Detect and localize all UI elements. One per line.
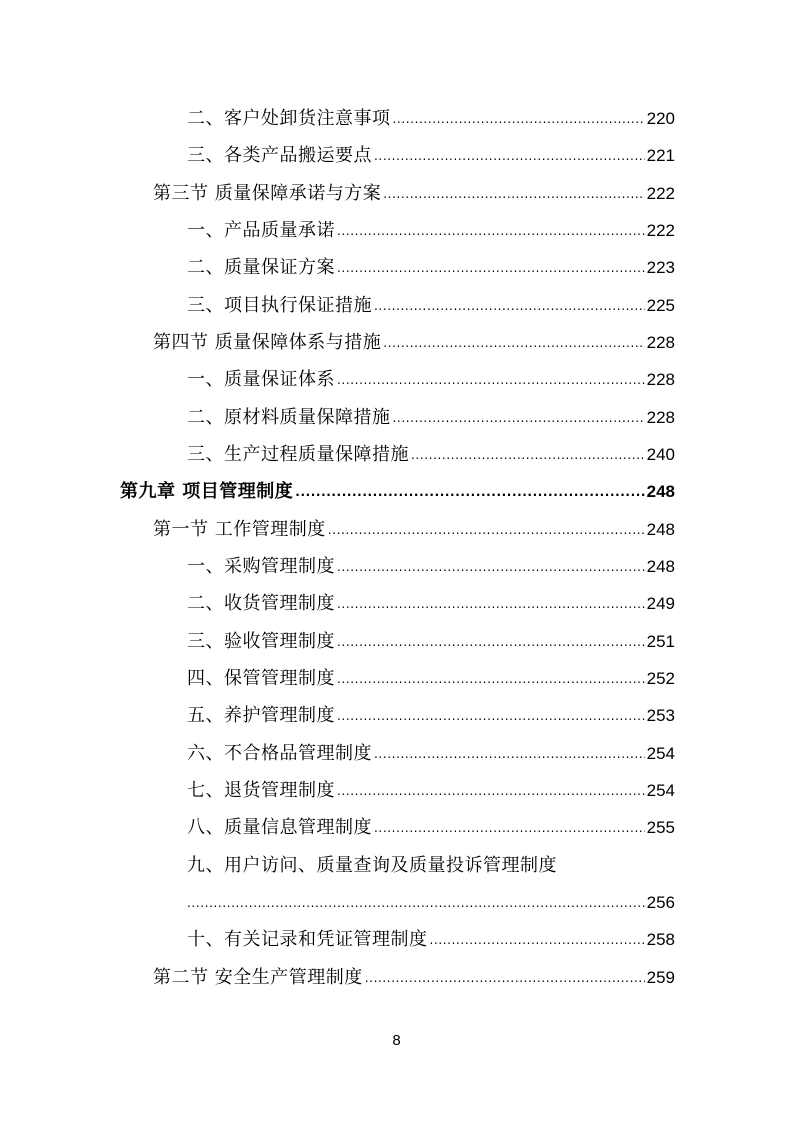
toc-entry-page: 222 bbox=[646, 221, 675, 240]
dot-leader bbox=[295, 478, 644, 506]
toc-entry-title: 一、质量保证体系 bbox=[187, 369, 335, 390]
toc-entry[interactable] bbox=[187, 777, 675, 805]
toc-entry-title: 十、有关记录和凭证管理制度 bbox=[187, 929, 428, 950]
toc-entry-page: 240 bbox=[646, 445, 675, 464]
toc-entry-continuation[interactable] bbox=[187, 889, 675, 917]
toc-entry[interactable] bbox=[153, 329, 675, 357]
toc-entry[interactable] bbox=[187, 740, 675, 768]
toc-entry-page: 225 bbox=[646, 296, 675, 315]
toc-entry-title: 第一节 工作管理制度 bbox=[153, 519, 326, 540]
toc-entry-title: 二、质量保证方案 bbox=[187, 257, 335, 278]
toc-entry-title: 一、产品质量承诺 bbox=[187, 220, 335, 241]
dot-leader bbox=[374, 292, 645, 320]
toc-entry-title-wrapped[interactable]: 九、用户访问、质量查询及质量投诉管理制度 bbox=[187, 855, 557, 876]
dot-leader bbox=[383, 180, 644, 208]
toc-entry-title: 三、项目执行保证措施 bbox=[187, 295, 372, 316]
toc-entry[interactable] bbox=[187, 926, 675, 954]
toc-entry[interactable] bbox=[153, 180, 675, 208]
toc-entry-page: 254 bbox=[646, 781, 675, 800]
toc-entry-title: 三、各类产品搬运要点 bbox=[187, 145, 372, 166]
toc-entry-page: 248 bbox=[646, 482, 675, 501]
toc-entry[interactable] bbox=[187, 105, 675, 133]
dot-leader bbox=[383, 329, 644, 357]
toc-entry-page: 248 bbox=[646, 557, 675, 576]
dot-leader bbox=[337, 777, 645, 805]
dot-leader bbox=[187, 889, 645, 917]
dot-leader bbox=[337, 665, 645, 693]
toc-entry-title: 第九章 项目管理制度 bbox=[120, 481, 294, 502]
toc-entry-title: 第三节 质量保障承诺与方案 bbox=[153, 183, 382, 204]
toc-entry[interactable] bbox=[187, 553, 675, 581]
toc-entry-title: 三、验收管理制度 bbox=[187, 631, 335, 652]
dot-leader bbox=[374, 814, 645, 842]
toc-entry-page: 253 bbox=[646, 706, 675, 725]
toc-entry[interactable] bbox=[187, 254, 675, 282]
toc-entry-page: 248 bbox=[646, 520, 675, 539]
toc-entry-title: 二、收货管理制度 bbox=[187, 593, 335, 614]
toc-entry-page: 258 bbox=[646, 930, 675, 949]
toc-entry-page: 220 bbox=[646, 109, 675, 128]
toc-entry-page: 255 bbox=[646, 818, 675, 837]
toc-entry-page: 221 bbox=[646, 146, 675, 165]
toc-entry-title: 二、原材料质量保障措施 bbox=[187, 407, 391, 428]
toc-entry-title: 三、生产过程质量保障措施 bbox=[187, 444, 409, 465]
toc-entry-title: 五、养护管理制度 bbox=[187, 705, 335, 726]
dot-leader bbox=[337, 553, 645, 581]
dot-leader bbox=[337, 254, 645, 282]
dot-leader bbox=[337, 590, 645, 618]
toc-chapter-entry[interactable] bbox=[120, 478, 675, 506]
toc-entry-page: 254 bbox=[646, 744, 675, 763]
toc-entry[interactable] bbox=[187, 590, 675, 618]
toc-entry-page: 228 bbox=[646, 408, 675, 427]
dot-leader bbox=[374, 740, 645, 768]
toc-entry[interactable] bbox=[187, 814, 675, 842]
toc-entry-page: 228 bbox=[646, 333, 675, 352]
toc-entry-title: 第四节 质量保障体系与措施 bbox=[153, 332, 382, 353]
dot-leader bbox=[337, 366, 645, 394]
toc-entry-title: 七、退货管理制度 bbox=[187, 780, 335, 801]
toc-entry[interactable] bbox=[187, 665, 675, 693]
toc-entry-page: 223 bbox=[646, 258, 675, 277]
toc-entry-page: 228 bbox=[646, 370, 675, 389]
toc-entry[interactable] bbox=[153, 516, 675, 544]
toc-entry-page: 252 bbox=[646, 669, 675, 688]
toc-entry-page: 222 bbox=[646, 184, 675, 203]
toc-entry-page: 251 bbox=[646, 632, 675, 651]
toc-entry-title: 二、客户处卸货注意事项 bbox=[187, 108, 391, 129]
toc-entry-page: 259 bbox=[646, 968, 675, 987]
dot-leader bbox=[337, 702, 645, 730]
toc-entry[interactable] bbox=[187, 292, 675, 320]
toc-entry[interactable] bbox=[187, 441, 675, 469]
dot-leader bbox=[411, 441, 645, 469]
toc-entry-page: 249 bbox=[646, 594, 675, 613]
toc-entry[interactable] bbox=[187, 702, 675, 730]
dot-leader bbox=[374, 142, 645, 170]
dot-leader bbox=[430, 926, 645, 954]
toc-entry-title: 一、采购管理制度 bbox=[187, 556, 335, 577]
page-number: 8 bbox=[392, 1032, 401, 1049]
toc-entry-title: 六、不合格品管理制度 bbox=[187, 743, 372, 764]
toc-entry[interactable] bbox=[187, 217, 675, 245]
toc-entry[interactable] bbox=[187, 366, 675, 394]
dot-leader bbox=[337, 628, 645, 656]
dot-leader bbox=[337, 217, 645, 245]
toc-entry[interactable] bbox=[187, 142, 675, 170]
dot-leader bbox=[365, 964, 645, 992]
dot-leader bbox=[328, 516, 645, 544]
dot-leader bbox=[393, 105, 645, 133]
toc-entry[interactable] bbox=[153, 964, 675, 992]
toc-entry-title: 八、质量信息管理制度 bbox=[187, 817, 372, 838]
dot-leader bbox=[393, 404, 645, 432]
toc-entry[interactable] bbox=[187, 628, 675, 656]
toc-entry[interactable] bbox=[187, 404, 675, 432]
toc-entry-title: 第二节 安全生产管理制度 bbox=[153, 967, 363, 988]
toc-entry-page: 256 bbox=[646, 893, 675, 912]
toc-entry-title: 四、保管管理制度 bbox=[187, 668, 335, 689]
